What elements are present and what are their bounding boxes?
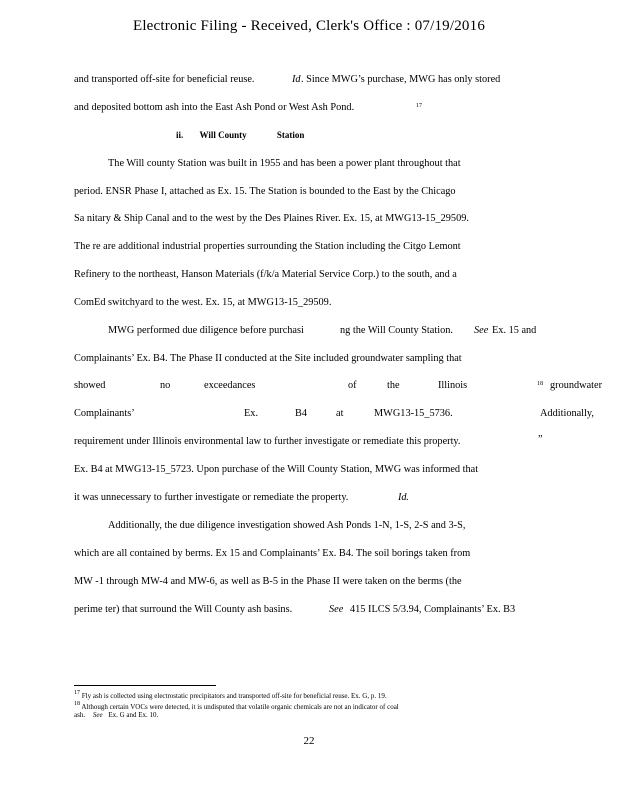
footnote-17: 17 Fly ash is collected using electrostatic precipitators and transported off-site for beneficial reuse. Ex. G, p. 19. <box>74 690 387 700</box>
text-segment: B4 <box>295 408 308 419</box>
text-segment: at <box>336 408 344 419</box>
text-line: The Will county Station was built in 1955 and has been a power plant throughout that <box>108 158 461 169</box>
footnote-18: 18 Although certain VOCs were detected, it is undisputed that volatile organic chemicals are not an indicator of coal <box>74 701 399 711</box>
text-segment: MWG13-15_5736. <box>374 408 453 419</box>
text-line: Sa nitary & Ship Canal and to the west by the Des Plaines River. Ex. 15, at MWG13-15_29509. <box>74 213 469 224</box>
text-segment: . Since MWG’s purchase, MWG has only stored <box>301 74 501 85</box>
citation-id: Id <box>292 74 301 85</box>
text-line: MW -1 through MW-4 and MW-6, as well as B-5 in the Phase II were taken on the berms (the <box>74 576 462 587</box>
text-segment: of <box>348 380 357 391</box>
text-segment: showed <box>74 380 106 391</box>
text-segment: ” <box>538 434 543 445</box>
text-segment: . <box>406 492 409 503</box>
footnote-ref-17: 17 <box>416 103 422 109</box>
text-line: and transported off-site for beneficial reuse. <box>74 74 255 85</box>
text-segment: ng the Will County Station. <box>340 325 453 336</box>
citation-see: See <box>474 325 489 336</box>
text-segment: Ex. 15 and <box>492 325 537 336</box>
text-line: Complainants’ Ex. B4. The Phase II conducted at the Site included groundwater sampling that <box>74 353 462 364</box>
text-segment: Ex. <box>244 408 259 419</box>
text-line: Refinery to the northeast, Hanson Materials (f/k/a Material Service Corp.) to the south, and a <box>74 269 457 280</box>
text-segment: Complainants’ <box>74 408 135 419</box>
text-segment: 415 ILCS 5/3.94, Complainants’ Ex. B3 <box>350 604 516 615</box>
text-line: period. ENSR Phase I, attached as Ex. 15. The Station is bounded to the East by the Chicago <box>74 186 456 197</box>
text-segment: the <box>387 380 400 391</box>
text-line: and deposited bottom ash into the East Ash Pond or West Ash Pond. <box>74 102 355 113</box>
text-segment: it was unnecessary to further investigate or remediate the property. <box>74 492 349 503</box>
text-segment: perime ter) that surround the Will County ash basins. <box>74 604 293 615</box>
text-line: Ex. B4 at MWG13-15_5723. Upon purchase of the Will County Station, MWG was informed that <box>74 464 479 475</box>
text-line: The re are additional industrial properties surrounding the Station including the Citgo Lemont <box>74 241 461 252</box>
text-line: which are all contained by berms. Ex 15 and Complainants’ Ex. B4. The soil borings taken from <box>74 548 471 559</box>
footnote-ref-18: 18 <box>537 381 543 387</box>
footnote-18-continued: ash. See Ex. G and Ex. 10. <box>74 711 159 719</box>
filing-header: Electronic Filing - Received, Clerk's Office : 07/19/2016 <box>132 18 486 34</box>
text-segment: Additionally, <box>540 408 594 419</box>
text-line: Additionally, the due diligence investigation showed Ash Ponds 1-N, 1-S, 2-S and 3-S, <box>108 520 466 531</box>
citation-see: See <box>329 604 344 615</box>
text-segment: groundwater <box>550 380 603 391</box>
footnote-divider <box>74 685 216 686</box>
text-segment: no <box>160 380 171 391</box>
text-segment: requirement under Illinois environmental law to further investigate or remediate this property. <box>74 436 461 447</box>
citation-id: Id <box>398 492 407 503</box>
page-number: 22 <box>303 735 315 747</box>
section-subheading: ii. Will County Station <box>176 130 305 140</box>
text-segment: Illinois <box>438 380 468 391</box>
text-segment: exceedances <box>204 380 256 391</box>
text-segment: MWG performed due diligence before purchasi <box>108 325 304 336</box>
text-line: ComEd switchyard to the west. Ex. 15, at MWG13-15_29509. <box>74 297 332 308</box>
